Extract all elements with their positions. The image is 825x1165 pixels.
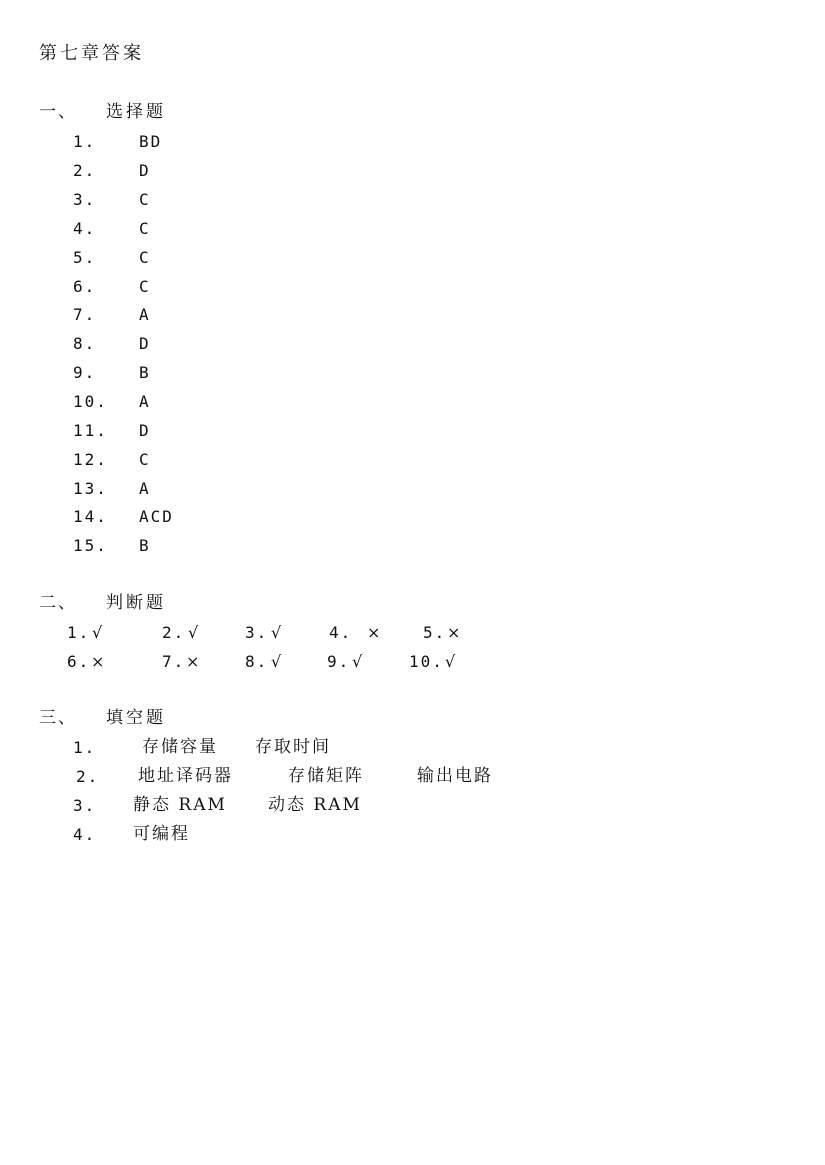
page-title: 第七章答案: [39, 43, 144, 64]
item-number: 2.: [76, 767, 100, 786]
item-answer: A: [139, 479, 151, 498]
item-number: 1.: [73, 738, 97, 757]
check-mark-icon: √: [188, 623, 201, 642]
item-answer: C: [139, 219, 151, 238]
item-answer: 动态 RAM: [268, 795, 362, 815]
item-answer: A: [139, 305, 151, 324]
cross-mark-icon: ×: [186, 652, 202, 671]
item-answer: 静态 RAM: [133, 795, 227, 815]
cross-mark-icon: ×: [91, 652, 107, 671]
item-answer: C: [139, 450, 151, 469]
check-mark-icon: √: [271, 652, 284, 671]
item-number: 3.: [73, 796, 97, 815]
item-answer: ACD: [139, 507, 174, 526]
item-answer: 存储矩阵: [288, 766, 364, 786]
item-number: 7.: [162, 652, 186, 671]
item-number: 2.: [73, 161, 97, 180]
item-answer: 存储容量: [142, 737, 218, 757]
section-title: 填空题: [106, 708, 166, 728]
item-number: 4.: [329, 623, 353, 642]
item-number: 2.: [162, 623, 186, 642]
check-mark-icon: √: [445, 652, 458, 671]
item-number: 8.: [245, 652, 269, 671]
item-answer: A: [139, 392, 151, 411]
item-number: 3.: [245, 623, 269, 642]
item-number: 3.: [73, 190, 97, 209]
item-number: 11.: [73, 421, 108, 440]
section-title: 选择题: [106, 102, 166, 122]
item-number: 7.: [73, 305, 97, 324]
item-answer: D: [139, 421, 151, 440]
item-answer: C: [139, 277, 151, 296]
item-number: 12.: [73, 450, 108, 469]
item-number: 14.: [73, 507, 108, 526]
item-number: 6.: [73, 277, 97, 296]
item-number: 4.: [73, 219, 97, 238]
item-answer: C: [139, 190, 151, 209]
section-number: 一、: [39, 102, 77, 122]
item-answer: 输出电路: [417, 766, 493, 786]
section-title: 判断题: [106, 593, 166, 613]
item-number: 5.: [73, 248, 97, 267]
item-answer: D: [139, 161, 151, 180]
section-number: 三、: [39, 708, 77, 728]
item-answer: C: [139, 248, 151, 267]
cross-mark-icon: ×: [367, 623, 383, 642]
check-mark-icon: √: [271, 623, 284, 642]
item-number: 9.: [327, 652, 351, 671]
section-number: 二、: [39, 593, 77, 613]
item-answer: 地址译码器: [138, 766, 233, 786]
item-number: 6.: [67, 652, 91, 671]
cross-mark-icon: ×: [447, 623, 463, 642]
item-number: 9.: [73, 363, 97, 382]
item-answer: D: [139, 334, 151, 353]
item-answer: BD: [139, 132, 163, 151]
item-number: 4.: [73, 825, 97, 844]
item-number: 1.: [67, 623, 91, 642]
item-answer: B: [139, 536, 151, 555]
item-answer: B: [139, 363, 151, 382]
check-mark-icon: √: [352, 652, 365, 671]
item-number: 8.: [73, 334, 97, 353]
item-number: 10.: [73, 392, 108, 411]
item-number: 10.: [409, 652, 444, 671]
check-mark-icon: √: [92, 623, 105, 642]
item-answer: 存取时间: [255, 737, 331, 757]
item-number: 13.: [73, 479, 108, 498]
item-number: 5.: [423, 623, 447, 642]
item-number: 15.: [73, 536, 108, 555]
item-answer: 可编程: [133, 824, 190, 844]
item-number: 1.: [73, 132, 97, 151]
